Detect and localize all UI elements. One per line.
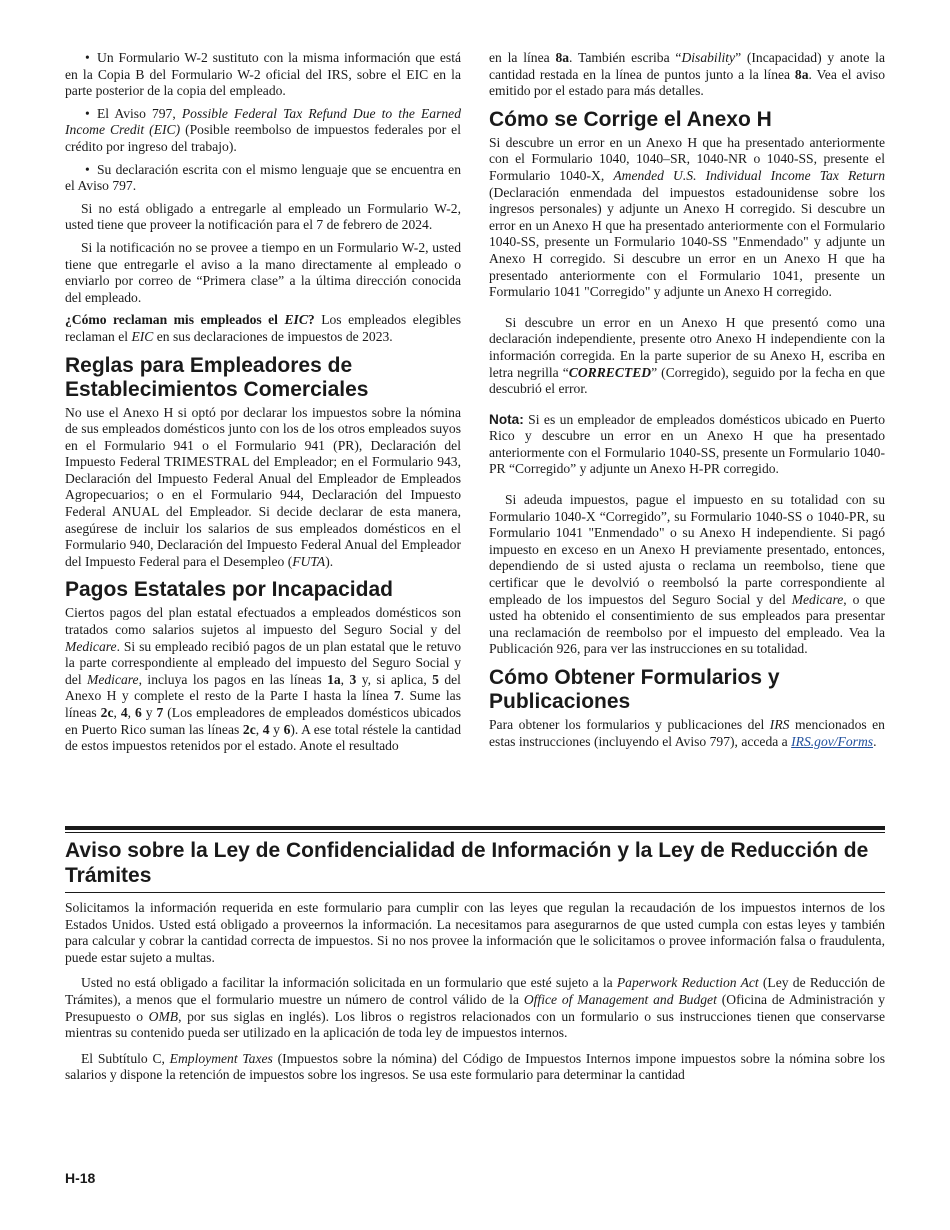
cont-text-3: ” (Incapacidad) y anote la cantidad restada en la línea de puntos junto a la línea [489, 50, 885, 82]
privacy-para-3 [65, 1051, 885, 1084]
forms-end: . [873, 733, 877, 749]
corr-indep-2: ” (Corregido), seguido por la fecha en que descubrió el error. [489, 364, 886, 397]
cont-line-8a-2: 8a [794, 66, 809, 82]
note-text: Si es un empleador de empleados domésticos ubicado en Puerto Rico y descubre un error en un Anexo H que ha presentado anteriormente con el Formulario 1040-SS, presente un Formulario 1040-PR “Corregido” y adjunte un Anexo H-PR corregido. [489, 411, 885, 477]
cont-line-8a: 8a [555, 50, 570, 65]
dis-line-6: 6 [135, 705, 142, 720]
owe-medicare: Medicare [791, 591, 844, 607]
claim-a-1: Los empleados elegibles reclaman el [65, 312, 462, 344]
cont-text-1: en la línea [489, 50, 550, 65]
corr-corrected: CORRECTED [568, 364, 652, 380]
corr-indep-1: Si descubre un error en un Anexo H que presentó como una declaración independiente, presente otro Anexo H independiente con la información corregida. En la parte superior de su Anexo H, escriba en letra negrilla “ [489, 314, 885, 380]
dis-and: y [145, 705, 153, 720]
bullet-797-post: (Posible reembolso de impuestos federales por el crédito por ingreso del trabajo). [65, 122, 461, 154]
dis-line-1a: 1a [327, 671, 341, 687]
dis-text-1: Ciertos pagos del plan estatal efectuados a empleados domésticos son tratados como salarios sujetos al impuesto del Seguro Social y del [65, 605, 461, 638]
dis-comma-3: , [127, 705, 132, 720]
para-note-puerto-rico [489, 412, 885, 478]
para-taxes-owed [489, 492, 885, 658]
dis-line-3: 3 [349, 671, 357, 687]
section-rule-thick [65, 826, 885, 830]
dis-line-2c: 2c [100, 705, 114, 720]
dis-text-2: . Si su empleado recibió pagos de un plan estatal que le retuvo la parte correspondiente al empleado del impuesto del Seguro Social y del [65, 638, 461, 687]
para-state-disability [65, 605, 461, 754]
dis-comma-2: , [113, 705, 117, 720]
business-futa: FUTA [292, 553, 326, 569]
para-claim-eic [65, 312, 461, 345]
para-get-forms [489, 717, 885, 750]
bullet-w2-text: Un Formulario W-2 sustituto con la misma información que está en la Copia B del Formulario W-2 oficial del IRS, sobre el EIC en la parte posterior de la copia del empleado. [65, 50, 461, 99]
forms-text-2: mencionados en estas instrucciones (incluyendo el Aviso 797), acceda a [489, 717, 885, 749]
bullet-notice-797: • El Aviso 797, Possible Federal Tax Refund Due to the Earned Income Credit (EIC) (Posible reembolso de impuestos federales por el crédito por ingreso del trabajo). [65, 105, 461, 154]
dis-line-4: 4 [120, 705, 128, 720]
forms-irs: IRS [769, 717, 790, 732]
bullet-797-title: Possible Federal Tax Refund Due to the Earned Income Credit (EIC) [65, 105, 461, 138]
right-column [489, 50, 885, 756]
dis-text-3: , incluya los pagos en las líneas [138, 671, 322, 687]
privacy-body [65, 900, 885, 1093]
claim-a-2: en sus declaraciones de impuestos de 2023. [156, 328, 393, 344]
p2-text-1: Usted no está obligado a facilitar la información solicitada en un formulario que esté sujeto a la [81, 975, 613, 991]
dis-medicare-2: Medicare [87, 671, 139, 687]
dis-line-7: 7 [393, 688, 401, 704]
heading-correct-schedule-h: Cómo se Corrige el Anexo H [489, 107, 772, 131]
cont-disability: Disability [681, 50, 736, 65]
claim-q-end: ? [307, 312, 315, 328]
owe-text-1: Si adeuda impuestos, pague el impuesto en su totalidad con su Formulario 1040-X “Corregido”, su Formulario 1040-SS o 1040-PR, su Formulario 1041 "Enmendado" o su Anexo H independiente. Si pagó impuesto en exceso en un Anexo H previamente presentado, entonces, dependiendo de si usted ajusta o reclama un reembolso, tiene que certificar que le devolvió o reembolsó la parte correspondiente al empleado de los impuestos del Seguro Social y del [489, 492, 885, 607]
page-number: H-18 [65, 1170, 96, 1186]
section-rule-thin [65, 832, 885, 833]
business-end: ). [325, 553, 334, 569]
p2-omb-full: Office of Management and Budget [523, 991, 717, 1007]
p2-text-4: , por sus siglas en inglés). Los libros o registros relacionados con un formulario o sus instrucciones tienen que conservarse mientras su contenido pueda ser utilizado en la aplicación de toda ley de impuestos internos. [65, 1008, 885, 1041]
dis-text-8: ). A ese total réstele la cantidad de estos impuestos retenidos por el estado. Anote el resultado [65, 721, 462, 754]
privacy-para-2 [65, 975, 885, 1041]
dis-line-6-pr: 6 [283, 721, 291, 737]
para-timely-notice: Si la notificación no se provee a tiempo en un Formulario W-2, usted tiene que entregarle el aviso a la mano directamente al empleado o enviarlo por correo de “Primera clase” a la última dirección conocida del empleado. [65, 239, 461, 305]
claim-question [65, 312, 315, 327]
p3-employment-taxes: Employment Taxes [169, 1050, 273, 1066]
dis-line-4-pr: 4 [262, 721, 270, 737]
p2-omb: OMB [148, 1008, 179, 1024]
privacy-para-1: Solicitamos la información requerida en este formulario para cumplir con las leyes que regulan la recaudación de los impuestos internos de los Estados Unidos. Usted está obligado a proveernos la información. La necesitamos para asegurarnos de que usted cumpla con estas leyes y también para calcular y cobrar la cantidad correcta de impuestos. Si no nos provee la información que le solicitamos o provee información falsa o fraudulenta, puede estar sujeto a multas. [65, 900, 885, 965]
heading-business-employers: Reglas para Empleadores de Establecimientos Comerciales [65, 353, 369, 401]
dis-medicare-1: Medicare [65, 638, 117, 654]
dis-text-5: del Anexo H y complete el resto de la Parte I hasta la línea [65, 671, 461, 704]
heading-underline [65, 892, 885, 893]
dis-line-7b: 7 [156, 705, 164, 720]
cont-text-2: . También escriba “ [569, 50, 682, 65]
forms-text-1: Para obtener los formularios y publicaciones del [489, 717, 765, 732]
p3-text-2: (Impuestos sobre la nómina) del Código de Impuestos Internos impone impuestos sobre la nómina sobre los salarios y dispone la retención de impuestos sobre los ingresos. Se usa este formulario para determinar la cantidad [65, 1050, 885, 1083]
dis-line-2c-pr: 2c [242, 721, 256, 737]
corr-text-1: Si descubre un error en un Anexo H que ha presentado anteriormente con el Formulario 1040, 1040–SR, 1040-NR o 1040-SS, presente el Formulario 1040-X, [489, 134, 885, 183]
dis-text-6: . Sume las líneas [65, 688, 461, 720]
corr-text-2: (Declaración enmendada del impuestos estadounidense sobre los ingresos personales) y adjunte un Anexo H corregido. Si descubre un error en un Anexo H que ha presentado anteriormente con el Formulario 1040-SS, presente un Formulario 1040-SS "Enmendado" y adjunte un Anexo H corregido. Si descubre un error en un Anexo H que ha presentado anteriormente con el Formulario 1041, presente un Formulario 1041 "Corregido" y adjunte un Anexo H corregido. [489, 184, 885, 300]
corr-form-title: Amended U.S. Individual Income Tax Return [613, 167, 885, 183]
p3-text-1: El Subtítulo C, [81, 1050, 165, 1066]
dis-comma-4: , [255, 721, 260, 737]
heading-get-forms: Cómo Obtener Formularios y Publicaciones [489, 666, 780, 713]
owe-text-2: , o que usted ha obtenido el consentimiento de sus empleados para presentar una reclamación de reembolso por el impuesto del empleado. Vea la Publicación 926, para ver las instrucciones en su totalidad. [489, 591, 885, 657]
note-label: Nota: [489, 411, 524, 427]
heading-privacy-act: Aviso sobre la Ley de Confidencialidad de Información y la Ley de Reducción de Trámites [65, 839, 869, 887]
business-text: No use el Anexo H si optó por declarar los impuestos sobre la nómina de sus empleados domésticos junto con los de los otros empleados suyos en el Formulario 941 o el Formulario 941 (PR), Declaración del Impuesto Federal TRIMESTRAL del Empleador; en el Formulario 943, Declaración del Impuesto Federal Anual del Empleador de Empleados Agropecuarios; o en el Formulario 944, Declaración del Impuesto Federal ANUAL del Empleador. Si decide declarar de esta manera, asegúrese de incluir los salarios de sus empleados domésticos en el Formulario 940, Declaración del Impuesto Federal Anual del Empleador del Impuesto Federal para el Desempleo ( [65, 404, 461, 569]
irs-forms-link[interactable]: IRS.gov/Forms [791, 733, 874, 749]
p2-pra: Paperwork Reduction Act [616, 975, 759, 991]
para-independent-correction [489, 315, 885, 398]
para-not-required: Si no está obligado a entregarle al empleado un Formulario W-2, usted tiene que proveer la notificación para el 7 de febrero de 2024. [65, 200, 461, 233]
p2-text-3: (Oficina de Administración y Presupuesto o [65, 991, 886, 1024]
claim-q-pre: ¿Cómo reclaman mis empleados el [65, 312, 278, 328]
dis-text-4: y, si aplica, [361, 671, 427, 687]
claim-a-eic: EIC [131, 328, 154, 344]
cont-text-4: . Vea el aviso emitido por el estado para más detalles. [489, 66, 885, 99]
dis-and-2: y [273, 721, 280, 737]
bullet-written-statement: • Su declaración escrita con el mismo lenguaje que se encuentra en el Aviso 797. [65, 161, 461, 194]
p2-text-2: (Ley de Reducción de Trámites), a menos que el formulario muestre un número de control válido de la [65, 975, 885, 1007]
dis-text-7: (Los empleadores de empleados domésticos ubicados en Puerto Rico suman las líneas [65, 705, 462, 737]
claim-q-eic: EIC [284, 312, 308, 328]
heading-state-disability: Pagos Estatales por Incapacidad [65, 578, 393, 602]
para-disability-continued [489, 50, 885, 100]
bullet-797-pre: El Aviso 797, [97, 105, 176, 121]
dis-line-5: 5 [432, 671, 439, 687]
bullet-written-text: Su declaración escrita con el mismo lenguaje que se encuentra en el Aviso 797. [65, 161, 461, 194]
left-column [65, 50, 461, 761]
dis-comma-1: , [340, 671, 345, 687]
para-correct-schedule [489, 135, 885, 301]
bullet-w2-substitute: • Un Formulario W-2 sustituto con la misma información que está en la Copia B del Formulario W-2 oficial del IRS, sobre el EIC en la parte posterior de la copia del empleado. [65, 50, 461, 99]
para-business-rules [65, 405, 461, 571]
